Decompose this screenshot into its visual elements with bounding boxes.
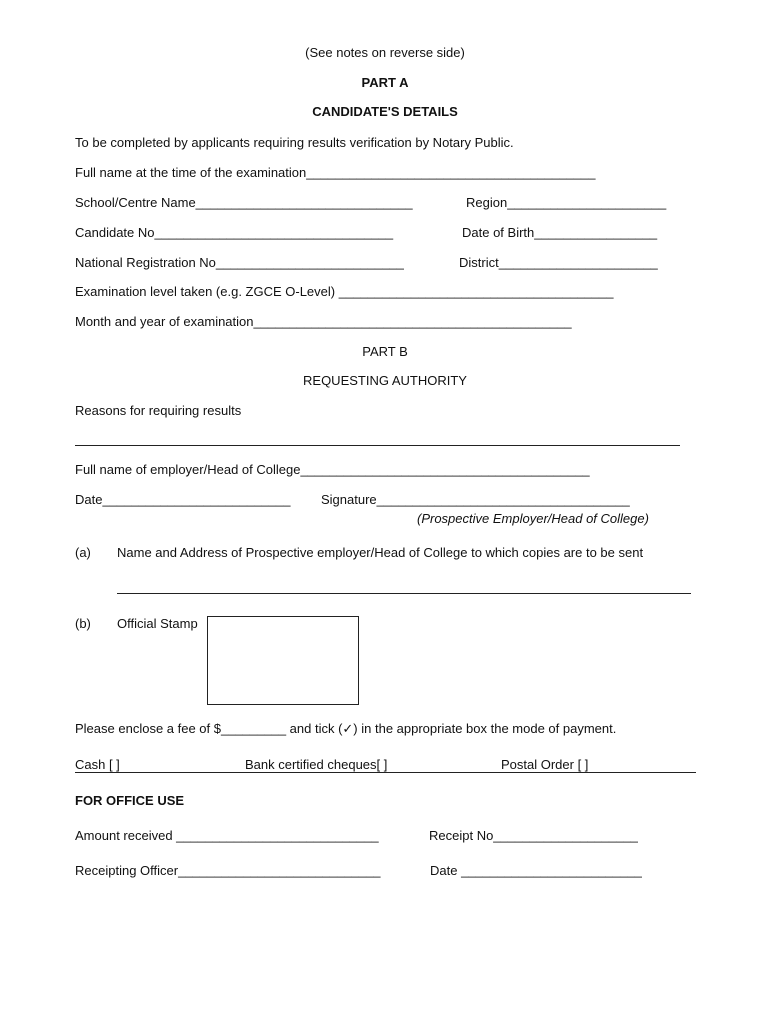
fee-instruction: Please enclose a fee of $_________ and tick (✓) in the appropriate box the mode of payment. [75,721,617,736]
item-b-marker: (b) [75,616,91,631]
official-stamp-box [207,616,359,705]
candidate-details-heading: CANDIDATE'S DETAILS [312,104,458,119]
part-b-heading: PART B [362,344,408,359]
signature-field[interactable]: Signature___________________________________ [321,492,630,507]
office-use-heading: FOR OFFICE USE [75,793,185,808]
office-date-field[interactable]: Date _________________________ [430,863,642,878]
official-stamp-label: Official Stamp [117,616,198,631]
candidate-no-field[interactable]: Candidate No_________________________________ [75,225,394,240]
reasons-line[interactable] [75,445,680,446]
receipting-officer-field[interactable]: Receipting Officer____________________________ [75,863,381,878]
intro-text: To be completed by applicants requiring results verification by Notary Public. [75,135,514,150]
reverse-note: (See notes on reverse side) [305,45,465,60]
bank-cheque-option[interactable]: Bank certified cheques[ ] [245,757,388,772]
payment-line [75,772,696,773]
signature-caption: (Prospective Employer/Head of College) [417,511,649,526]
date-field[interactable]: Date__________________________ [75,492,291,507]
national-registration-field[interactable]: National Registration No__________________________ [75,255,404,270]
item-a-marker: (a) [75,545,91,560]
date-of-birth-field[interactable]: Date of Birth_________________ [462,225,658,240]
amount-received-field[interactable]: Amount received ____________________________ [75,828,379,843]
cash-option[interactable]: Cash [ ] [75,757,120,772]
examination-level-field[interactable]: Examination level taken (e.g. ZGCE O-Level) ______________________________________ [75,284,614,299]
district-field[interactable]: District______________________ [459,255,658,270]
reasons-label: Reasons for requiring results [75,403,242,418]
employer-name-field[interactable]: Full name of employer/Head of College________________________________________ [75,462,590,477]
region-field[interactable]: Region______________________ [466,195,667,210]
school-centre-field[interactable]: School/Centre Name______________________________ [75,195,413,210]
part-a-heading: PART A [361,75,409,90]
item-a-text: Name and Address of Prospective employer/Head of College to which copies are to be sent [117,545,644,560]
full-name-field[interactable]: Full name at the time of the examination________________________________________ [75,165,596,180]
postal-order-option[interactable]: Postal Order [ ] [501,757,589,772]
address-line[interactable] [117,593,691,594]
receipt-no-field[interactable]: Receipt No____________________ [429,828,638,843]
month-year-field[interactable]: Month and year of examination____________________________________________ [75,314,572,329]
requesting-authority-heading: REQUESTING AUTHORITY [303,373,467,388]
